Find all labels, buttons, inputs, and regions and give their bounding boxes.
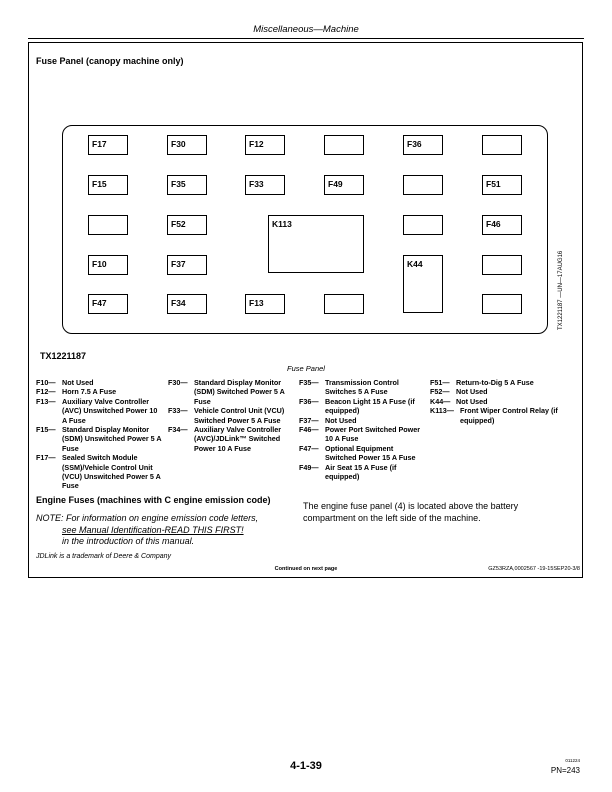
engine-fuses-title: Engine Fuses (machines with C engine emission code) — [36, 495, 271, 505]
legend-column-2 — [168, 378, 298, 453]
continued-note: Continued on next page — [274, 566, 338, 572]
legend-item: F47— Optional Equipment Switched Power 15 A Fuse — [299, 443, 416, 463]
legend-item: F52— Not Used — [430, 387, 488, 397]
legend-item: F17— Sealed Switch Module (SSM)/Vehicle Control Unit (VCU) Unswitched Power 5 A Fuse — [36, 453, 161, 491]
fuse-slot: F52 — [167, 215, 207, 235]
manual-identification-link[interactable]: see Manual Identification-READ THIS FIRST! — [62, 524, 244, 535]
legend-item: F15— Standard Display Monitor (SDM) Unswitched Power 5 A Fuse — [36, 425, 162, 453]
fuse-slot: F51 — [482, 175, 522, 195]
fuse-slot — [482, 135, 522, 155]
fuse-slot — [324, 135, 364, 155]
fuse-slot — [403, 175, 443, 195]
trademark-note: JDLink is a trademark of Deere & Company — [36, 553, 171, 560]
legend-item: F12— Horn 7.5 A Fuse — [36, 387, 117, 397]
legend-item: F46— Power Port Switched Power 10 A Fuse — [299, 425, 421, 444]
fuse-slot — [88, 215, 128, 235]
fuse-slot: F33 — [245, 175, 285, 195]
figure-caption: Fuse Panel — [287, 364, 325, 373]
note-block — [36, 513, 296, 548]
fuse-slot: F35 — [167, 175, 207, 195]
legend-item: K44— Not Used — [430, 396, 488, 406]
figure-id: TX1221187 — [40, 351, 87, 361]
page-number: 4-1-39 — [290, 760, 322, 772]
relay-k113: K113 — [268, 215, 364, 273]
fuse-slot: F15 — [88, 175, 128, 195]
legend-column-4 — [430, 378, 576, 425]
fuse-slot — [324, 294, 364, 314]
fuse-slot: F13 — [245, 294, 285, 314]
fuse-slot: F47 — [88, 294, 128, 314]
fuse-slot: F17 — [88, 135, 128, 155]
fuse-slot: F46 — [482, 215, 522, 235]
fuse-slot: F36 — [403, 135, 443, 155]
legend-column-1 — [36, 378, 166, 491]
fuse-slot — [482, 255, 522, 275]
date-code: 011224 — [565, 758, 580, 763]
fuse-slot: F10 — [88, 255, 128, 275]
fuse-slot: F30 — [167, 135, 207, 155]
legend-item: F49— Air Seat 15 A Fuse (if equipped) — [299, 462, 397, 482]
fuse-slot — [482, 294, 522, 314]
section-title: Fuse Panel (canopy machine only) — [36, 56, 184, 66]
legend-item: F33— Vehicle Control Unit (VCU) Switched Power 5 A Fuse — [168, 406, 285, 425]
legend-item: F36— Beacon Light 15 A Fuse (if equipped) — [299, 396, 415, 416]
relay-k44: K44 — [403, 255, 443, 313]
fuse-slot — [403, 215, 443, 235]
legend-item: F10— Not Used — [36, 378, 94, 387]
note-suffix: in the introduction of this manual. — [62, 536, 195, 546]
figure-side-id: TX1221187 —UN—17AUG16 — [558, 250, 564, 330]
fuse-slot: F49 — [324, 175, 364, 195]
page-header: Miscellaneous—Machine — [253, 24, 359, 35]
header-rule — [28, 38, 584, 39]
document-id: GZ53RZA,0002567 -19-15SEP20-3/8 — [488, 566, 580, 572]
pn-number: PN=243 — [550, 766, 580, 775]
fuse-slot: F37 — [167, 255, 207, 275]
legend-item: F37— Not Used — [299, 415, 357, 425]
engine-fuse-paragraph: The engine fuse panel (4) is located above the battery compartment on the left side of the machine. — [303, 501, 519, 523]
legend-item: F51— Return-to-Dig 5 A Fuse — [430, 378, 534, 387]
legend-item: F34— Auxiliary Valve Controller (AVC)/JDLink™ Switched Power 10 A Fuse — [168, 425, 282, 453]
note-prefix: NOTE: For information on engine emission code letters, — [36, 513, 259, 523]
fuse-slot: F34 — [167, 294, 207, 314]
legend-column-3 — [299, 378, 429, 481]
fuse-slot: F12 — [245, 135, 285, 155]
legend-item: F35— Transmission Control Switches 5 A Fuse — [299, 378, 399, 397]
legend-item: F13— Auxiliary Valve Controller (AVC) Unswitched Power 10 A Fuse — [36, 396, 158, 425]
legend-item: K113— Front Wiper Control Relay (if equipped) — [430, 406, 558, 425]
legend-item: F30— Standard Display Monitor (SDM) Switched Power 5 A Fuse — [168, 378, 285, 406]
